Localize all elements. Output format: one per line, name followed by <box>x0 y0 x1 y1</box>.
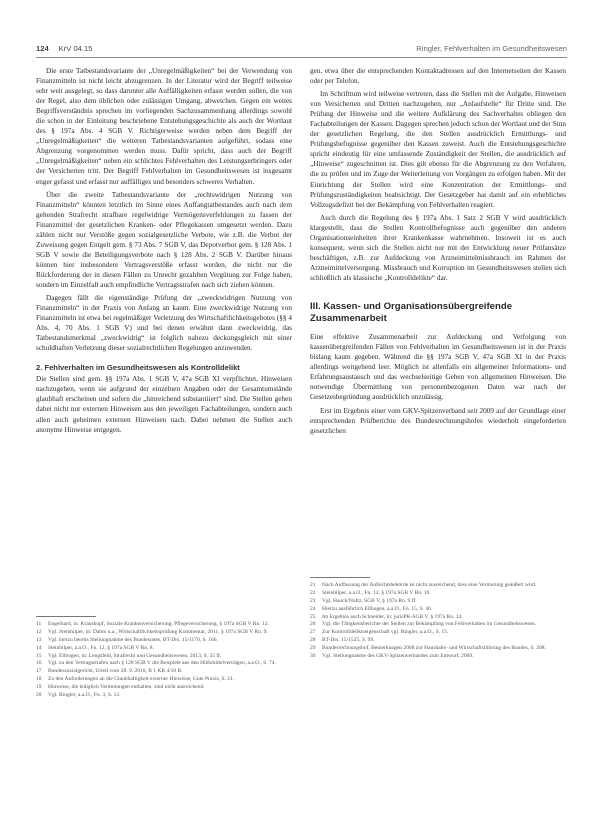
footnote <box>310 621 566 628</box>
footnote-number: 21 <box>310 582 316 588</box>
footnote-number: 29 <box>310 645 316 652</box>
footnote <box>310 614 566 621</box>
footnote-text: Vgl. Stellungnahme des GKV-Spitzenverbandes zum Entwurf, 2009. <box>322 653 474 660</box>
footnote <box>36 621 292 628</box>
left-paragraph-2: Über die zweite Tatbestandsvariante der „rechtswidrigen Nutzung von Finanzmitteln“ könnten letztlich im Sinne eines Auffangtatbestandes auch nach dem geltenden Strafrecht strafbare regelwidrige Vermögensverfehlungen zu fassen der Finanzmittel der gesetzlichen Kranken- oder Pflegekassen umgesetzt werden. Dazu zählen nicht nur Verstöße gegen sozialgesetzliche Verbote, wie z.B. die Verbot der Zuweisung gegen Entgelt gem. § 73 Abs. 7 SGB V, das Depotverbot gem. § 128 Abs. 1 SGB V sowie die Beteiligungsverbote nach § 128 Abs. 2 SGB V. Darüber hinaus können hier insbesondere Vertragsverstöße erfasst werden, die nicht nur die Rückforderung der in diesen Fällen zu Unrecht gezahlten Vergütung zur Folge haben, sondern im Einzelfall auch empfindliche Vertragsstrafen nach sich ziehen können. <box>36 190 292 289</box>
article-running-title: Ringler, Fehlverhalten im Gesundheitswesen <box>416 44 567 53</box>
footnote-number: 28 <box>310 637 316 644</box>
footnote <box>310 629 566 636</box>
footnote-number: 27 <box>310 629 316 636</box>
right-paragraph-2: Im Schrifttum wird teilweise vertreten, dass die Stellen mit der Aufgabe, Hinweisen von Versicherten und Dritten nachzugehen, nur „Anlaufstelle“ für Dritte sind. Die Prüfung der Hinweise und die weitere Aufklärung des Sachverhaltes obliegen den Fachabteilungen der Kassen. Dagegen sprechen jedoch schon der Wortlaut und der Sinn der gesetzlichen Regelung, die den Stellen ausdrücklich Ermittlungs- und Prüfungsbefugnisse gegenüber den Kassen zuweist. Auch die Entstehungsgeschichte spricht eindeutig für eine umfassende Zuständigkeit der Stellen, die ausdrücklich auf „Hinweise“ zugeschnitten ist. Dies gilt ebenso für die Abgrenzung zu den Verfahren, die zu prüfen und im Zuge der Weiterleitung von Vorgängen zu erfolgen haben. Mit der Einrichtung der Stellen wird eine Konzentration der Ermittlungs- und Prüfungszuständigkeiten beabsichtigt. Der Gesetzgeber hat damit auf ein erhebliches Vollzugsdefizit bei der Bekämpfung von Fehlverhalten reagiert. <box>310 90 566 209</box>
running-header <box>36 44 567 56</box>
section-subheading: 2. Fehlverhalten im Gesundheitswesen als Kontrolldelikt <box>36 363 240 373</box>
footnote <box>36 653 292 660</box>
footnote-text: Vgl. Ringler, a.a.O., Fn. 3, S. 12. <box>48 692 121 699</box>
footnote-text: Vgl. hierzu bereits Stellungnahme des Bundesrates, BT-Drs. 15/1170, S. 166. <box>48 636 218 643</box>
footnote-number: 23 <box>310 597 316 604</box>
page-number: 124 <box>36 44 49 53</box>
footnote <box>36 668 292 675</box>
footnote-text: Vgl. die Tätigkeitsberichte der Stellen zur Bekämpfung von Fehlverhalten im Gesundheitswesen. <box>322 621 537 628</box>
header-left <box>36 44 92 53</box>
right-paragraph-3: Auch durch die Regelung des § 197a Abs. 1 Satz 2 SGB V wird ausdrücklich klargestellt, dass die Stellen Kontrollbefugnisse auch gegenüber den anderen Organisationseinheiten ihrer Krankenkasse wahrnehmen. Insoweit ist es auch konsequent, wenn sich die Stellen nicht nur mit der Entwicklung neuer Prüfansätze beschäftigen, z.B. zur Aufdeckung von Arzneimittelmissbrauch im Rahmen der Arzneimittelversorgung. Missbrauch und Korruption im Gesundheitswesen stellen sich schließlich als klassische „Kontrolldelikte“ dar. <box>310 213 566 282</box>
right-main-paragraph-2: Erst im Ergebnis einer vom GKV-Spitzenverband seit 2009 auf der Grundlage einer entsprechenden Prüfberichte des Bundesrechnungshofes wiederholt eingeforderten gesetzlichen <box>310 406 566 435</box>
footnote <box>310 598 566 605</box>
footnote-number: 11 <box>36 621 42 627</box>
footnote-number: 26 <box>310 621 316 628</box>
footnote-number: 14 <box>36 644 42 651</box>
section-heading: III. Kassen- und Organisationsübergreifende Zusammenarbeit <box>310 300 513 324</box>
left-paragraph-1: Die erste Tatbestandsvariante der „Unregelmäßigkeiten“ bei der Verwendung von Finanzmitteln ist nicht leicht abzugrenzen. In der Literatur wird der Begriff teilweise sehr weit ausgelegt, so dass darunter alle Auffälligkeiten erfasst werden sollen, die von der Regel, also dem üblichen oder zulässigen Umgang, abweichen. Gegen ein weites Begriffsverständnis sprechen im vorliegenden Sachzusammenhang allerdings sowohl die schon in der Einleitung beschriebene Entstehungsgeschichte als auch der Wortlaut des § 197a Abs. 4 SGB V. Richtigerweise werden neben dem Begriff der „Unregelmäßigkeiten“ die weiteren Tatbestandsvarianten aufgeführt, sodass eine Abgrenzung vorgenommen werden muss. Dafür spricht, dass auch der Begriff „Unregelmäßigkeiten“ neben ein schlichtes Fehlverhalten des Leistungserbringers oder der Versicherten tritt. Der Begriff Fehlverhalten im Gesundheitswesen ist insgesamt enger gefasst und erfasst nur auffälliges und besonders schweres Verhalten. <box>36 67 292 186</box>
footnote <box>310 645 566 652</box>
footnote-rule <box>310 577 370 578</box>
footnote <box>36 660 292 667</box>
footnote-text: Vgl. Hauck/Noftz, SGB V, § 197a Rn. 9 ff. <box>322 597 417 604</box>
footnote-text: BT-Drs. 15/1525, S. 99. <box>322 637 375 644</box>
footnote <box>310 582 566 589</box>
footnote <box>310 637 566 644</box>
footnote-number: 12 <box>36 628 42 635</box>
right-paragraph-1: gen, etwa über die entsprechenden Kontaktadressen auf den Internetseiten der Kassen oder per Telefon. <box>310 67 566 86</box>
footnote <box>310 606 566 613</box>
footnote-text: Engelhard, in: Krauskopf, Soziale Krankenversicherung, Pflegeversicherung, § 197a SGB V Rn. 12. <box>48 621 269 627</box>
footnote-text: Vgl. Ellbogen, in: Lengsfeld, Strafrecht und Gesundheitswesen, 2013, S. 35 ff. <box>48 652 222 659</box>
left-column <box>36 66 292 438</box>
footnote-text: Vgl. zu den Vertragsstrafen nach § 128 SGB V die Beispiele aus den Hilfsmittelverträgen, a.a.O., S. 74. <box>48 660 276 667</box>
footnote <box>36 684 292 691</box>
footnote-text: Vgl. Steinhilper, in: Dahm u.a., Wirtschaftlichkeitsprüfung Kommentar, 2011, § 197a SGB V Rn. 9. <box>48 628 268 635</box>
footnotes-left <box>36 616 292 700</box>
footnote-text: Bundesrechnungshof, Bemerkungen 2008 zur Haushalts- und Wirtschaftsführung des Bundes, S. 208. <box>322 645 546 652</box>
journal-name: KrV 04.15 <box>58 44 93 53</box>
footnote <box>310 590 566 597</box>
footnote-number: 19 <box>36 684 42 691</box>
footnote <box>36 637 292 644</box>
footnote-rule <box>36 616 96 617</box>
footnote-text: Steinhilper, a.a.O., Fn. 12, § 197a SGB V Rn. 8. <box>48 644 154 651</box>
footnote-number: 17 <box>36 668 42 675</box>
footnote-number: 25 <box>310 613 316 620</box>
right-main-paragraph-1: Eine effektive Zusammenarbeit zur Aufdeckung und Verfolgung von kassenübergreifenden Fällen von Fehlverhalten im Gesundheitswesen ist in der Praxis bislang kaum gegeben. Während die §§ 197a SGB V, 47a SGB XI in der Praxis allerdings weitgehend leer. Möglich ist allenfalls ein allgemeiner Informations- und Erfahrungsaustausch und das wechselseitige Geben von allgemeinen Hinweisen. Die notwendige Übermittlung von personenbezogenen Daten war nach der Gesetzesbegründung ausdrücklich unzulässig. <box>310 333 566 402</box>
left-paragraph-3: Dagegen fällt die eigenständige Prüfung der „zweckwidrigen Nutzung von Finanzmitteln“ in der Praxis von Anfang an kaum. Eine zweckwidrige Nutzung von Finanzmitteln ist etwa bei regelmäßiger Verletzung des Wirtschaftlichkeitsgebotes (§§ 4 Abs. 4, 70 Abs. 1 SGB V) und bei denen erwähnt dann zweckwidrig, das Tatbestandsmerkmal „zweckwidrig“ ist folglich nahezu deckungsgleich mit einer schuldhaften Verletzung dieser sozialrechtlichen Regelungen anzuwenden. <box>36 294 292 353</box>
footnote <box>36 629 292 636</box>
footnote-number: 16 <box>36 660 42 667</box>
footnote <box>310 653 566 660</box>
footnote-text: Hinweise, die lediglich Vermutungen enthalten, sind nicht ausreichend. <box>48 684 205 691</box>
footnote-text: Bundessozialgericht, Urteil vom 28. 9. 2010, B 1 KR 4/10 R. <box>48 668 183 675</box>
header-rule <box>36 57 567 58</box>
right-column <box>310 66 566 439</box>
footnote-number: 22 <box>310 589 316 596</box>
footnote <box>36 645 292 652</box>
footnote-text: Zu den Anforderungen an die Glaubhaftigkeit externer Hinweise, Gute Praxis, S. 21. <box>48 676 235 683</box>
footnote-text: Zur Kontrolldeliktseigenschaft vgl. Ringler, a.a.O., S. 15. <box>322 629 449 636</box>
footnote-number: 18 <box>36 676 42 683</box>
footnote-number: 20 <box>36 692 42 699</box>
footnote-number: 13 <box>36 636 42 643</box>
footnote-text: Steinhilper, a.a.O., Fn. 12, § 197a SGB V Rn. 10. <box>322 589 431 596</box>
footnote-text: Nach Auffassung der Aufsichtsbehörde ist nicht ausreichend, dass eine Vermutung geäußert wird. <box>322 582 537 588</box>
footnote-number: 24 <box>310 605 316 612</box>
footnote <box>36 676 292 683</box>
footnote-number: 15 <box>36 652 42 659</box>
footnote-number: 30 <box>310 653 316 660</box>
footnote <box>36 692 292 699</box>
left-subparagraph: Die Stellen sind gem. §§ 197a Abs. 1 SGB V, 47a SGB XI verpflichtet, Hinweisen nachzugehen, wenn sie aufgrund der einzelnen Angaben oder der Gesamtumstände glaubhaft erscheinen und sofern die „hinreichend substantiiert“ sind. Die Stellen gehen dabei nicht nur externen Hinweisen aus den jeweiligen Fachabteilungen, sondern auch allen auch geheimen externen Hinweisen nach. Dabei nehmen die Stellen auch anonyme Hinweise entgegen. <box>36 375 292 434</box>
footnote-text: Im Ergebnis auch Schneider, in: jurisPK-SGB V, § 197a Rn. 14. <box>322 613 463 620</box>
footnote-text: Hierzu ausführlich Ellbogen, a.a.O., Fn. 15, S. 40. <box>322 605 433 612</box>
footnotes-right <box>310 577 566 661</box>
